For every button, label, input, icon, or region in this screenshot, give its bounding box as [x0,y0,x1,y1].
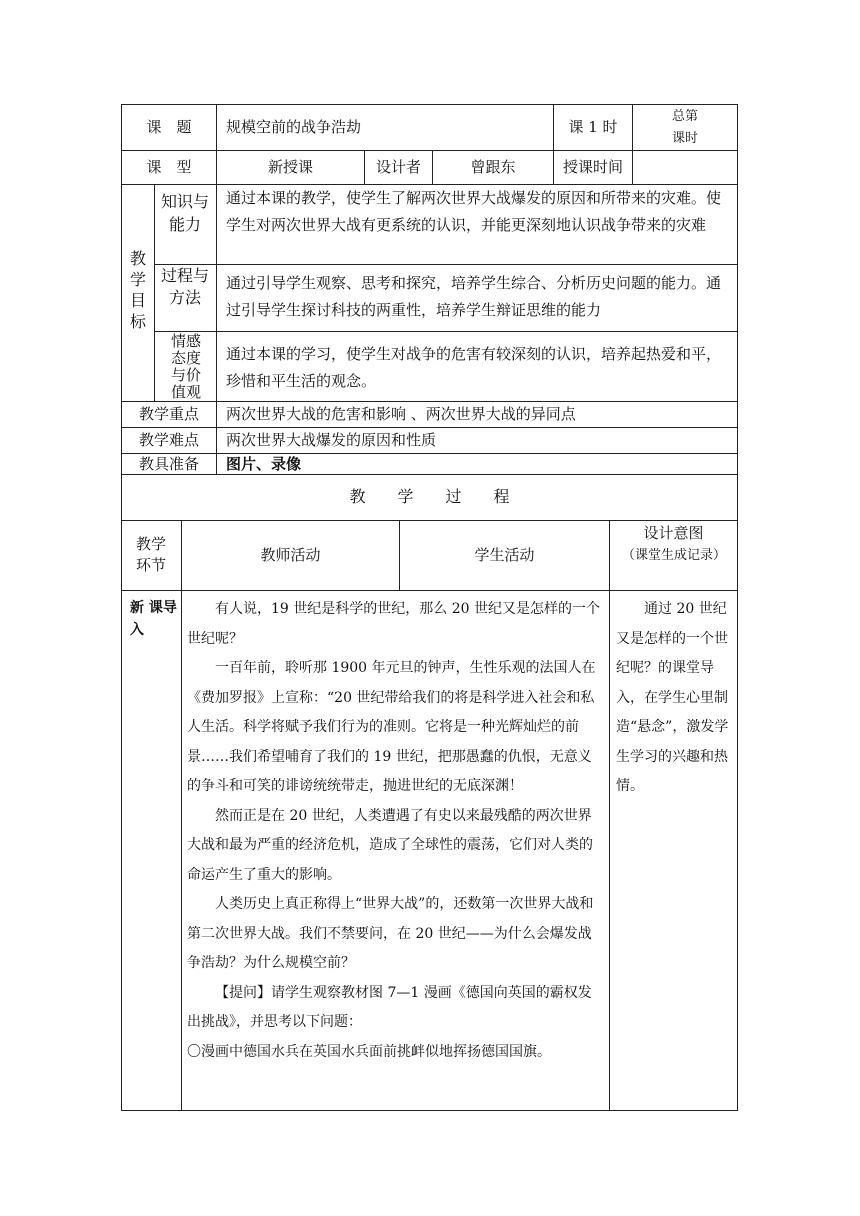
teacher-bullet: 〇漫画中德国水兵在英国水兵面前挑衅似地挥扬德国国旗。 [187,1043,551,1060]
table-rule [121,427,738,428]
table-rule [121,474,738,475]
col-design-header: 设计意图 [643,524,704,542]
table-rule [121,150,738,151]
teacher-question: 【提问】请学生观察教材图 7—1 漫画《德国向英国的霸权发出挑战》，并思考以下问题： [187,984,592,1030]
table-rule [121,590,738,591]
goals-section-label: 教学目标 [129,249,146,331]
col-design-subheader: （课堂生成记录） [621,548,726,563]
focus-value: 两次世界大战的危害和影响 、两次世界大战的异同点 [226,405,576,423]
hours-value: 课 1 时 [568,118,618,136]
teacher-paragraph: 有人说，19 世纪是科学的世纪，那么 20 世纪又是怎样的一个世纪呢？ [187,601,600,647]
goal-text-process: 通过引导学生观察、思考和探究，培养学生综合、分析历史问题的能力。通过引导学生探讨科技的两重性，培养学生辩证思维的能力 [226,274,722,319]
col-stage-header: 教学环节 [135,535,166,574]
col-student-header: 学生活动 [474,546,535,564]
table-rule [121,520,738,521]
table-rule [154,184,155,401]
teacher-activity [187,595,603,1067]
designer-value: 曾跟东 [470,158,516,176]
goal-text-attitude: 通过本课的学习，使学生对战争的危害有较深刻的认识，培养起热爱和平，珍惜和平生活的观念。 [226,345,722,390]
teacher-paragraph: 然而正是在 20 世纪，人类遭遇了有史以来最残酷的两次世界大战和最为严重的经济危机，造成了全球性的震荡，它们对人类的命运产生了重大的影响。 [187,807,593,883]
type-value: 新授课 [267,158,313,176]
table-border-right [737,104,738,1111]
table-rule [154,264,738,265]
difficulty-value: 两次世界大战爆发的原因和性质 [226,431,437,449]
table-border-top [121,104,738,105]
goal-label-process: 过程与方法 [160,266,209,307]
total-label: 总第 [671,109,698,124]
table-rule [181,520,182,1110]
type-label: 课 型 [146,158,192,176]
topic-value: 规模空前的战争浩劫 [226,118,362,136]
time-label: 授课时间 [562,158,623,176]
goal-label-knowledge: 知识与能力 [160,192,209,234]
tools-value: 图片、录像 [226,455,302,473]
teacher-paragraph: 人类历史上真正称得上“世界大战”的，还数第一次世界大战和第二次世界大战。我们不禁要问，在 20 世纪——为什么会爆发战争浩劫？为什么规模空前？ [187,896,594,971]
teacher-paragraph: 一百年前，聆听那 1900 年元旦的钟声，生性乐观的法国人在《费加罗报》上宣称：“20 世纪带给我们的将是科学进入社会和私人生活。科学将赋予我们行为的准则。它将是一种光辉灿烂的前景……我们希望哺育了我们的 19 世纪，把那愚蠢的仇恨，无意义的争斗和可笑的诽谤统统带走，抛进世纪的无底深渊！ [187,660,596,794]
table-border-bottom [121,1110,738,1111]
col-teacher-header: 教师活动 [260,546,321,564]
stage-name: 新 课导入 [130,600,177,638]
table-rule [121,401,738,402]
design-note: 通过 20 世纪又是怎样的一个世纪呢？的课堂导入，在学生心里制造“悬念”，激发学生学习的兴趣和热情。 [616,601,729,794]
designer-label: 设计者 [375,158,421,176]
difficulty-label: 教学难点 [138,431,199,449]
total-unit: 课时 [671,131,698,146]
table-rule [154,331,738,332]
table-rule [609,520,610,1110]
process-title: 教 学 过 程 [349,487,510,506]
goal-label-attitude: 情感态度与价值观 [170,332,201,401]
topic-label: 课 题 [146,118,192,136]
focus-label: 教学重点 [138,405,199,423]
tools-label: 教具准备 [138,455,199,473]
goal-text-knowledge: 通过本课的教学，使学生了解两次世界大战爆发的原因和所带来的灾难。使学生对两次世界大战有更系统的认识，并能更深刻地认识战争带来的灾难 [226,189,722,234]
table-border-left [121,104,122,1111]
table-rule [216,184,217,474]
